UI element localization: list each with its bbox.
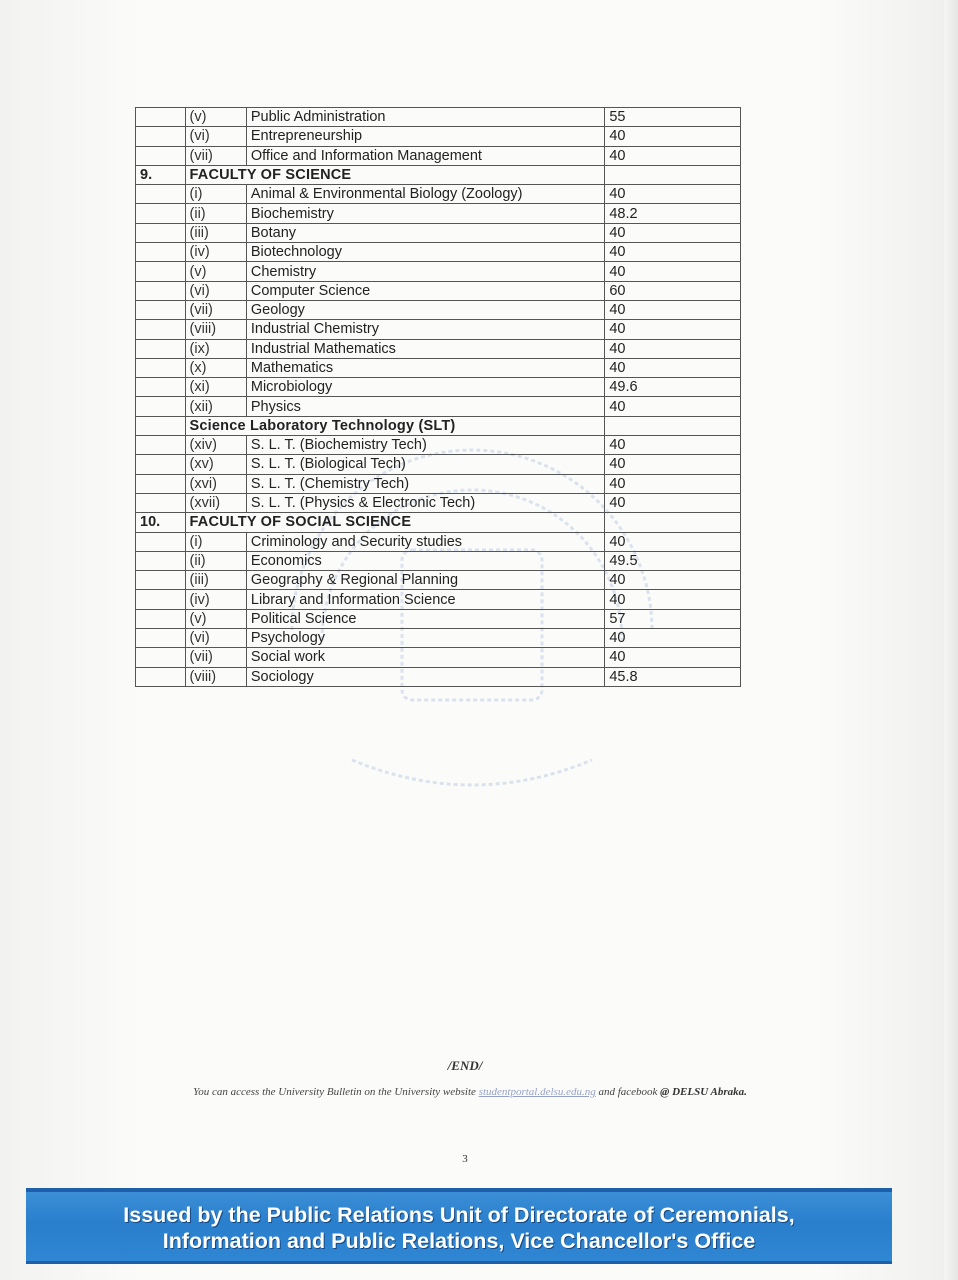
row-roman-numeral: (vii) <box>185 146 246 165</box>
row-course-name: S. L. T. (Physics & Electronic Tech) <box>246 493 604 512</box>
bulletin-note <box>150 1085 790 1100</box>
table-row <box>136 571 741 590</box>
row-number-cell <box>136 320 186 339</box>
table-row <box>136 300 741 319</box>
row-roman-numeral: (iv) <box>185 590 246 609</box>
table-row <box>136 667 741 686</box>
row-cutoff-score: 60 <box>605 281 741 300</box>
row-roman-numeral: (vi) <box>185 281 246 300</box>
row-roman-numeral: (xv) <box>185 455 246 474</box>
row-number-cell <box>136 590 186 609</box>
row-cutoff-score: 40 <box>605 127 741 146</box>
table-row <box>136 436 741 455</box>
row-course-name: Criminology and Security studies <box>246 532 604 551</box>
row-roman-numeral: (ix) <box>185 339 246 358</box>
cutoff-table-body <box>136 108 741 687</box>
row-roman-numeral: (iii) <box>185 571 246 590</box>
row-number-cell <box>136 262 186 281</box>
faculty-score-cell <box>605 513 741 532</box>
row-course-name: Industrial Chemistry <box>246 320 604 339</box>
row-number-cell <box>136 532 186 551</box>
row-cutoff-score: 40 <box>605 629 741 648</box>
row-number-cell <box>136 243 186 262</box>
row-cutoff-score: 40 <box>605 300 741 319</box>
row-cutoff-score: 40 <box>605 571 741 590</box>
row-roman-numeral: (v) <box>185 262 246 281</box>
row-roman-numeral: (i) <box>185 185 246 204</box>
table-row <box>136 609 741 628</box>
facebook-handle: @ DELSU Abraka. <box>660 1086 747 1098</box>
row-course-name: Biochemistry <box>246 204 604 223</box>
cutoff-marks-table <box>135 107 741 687</box>
table-row <box>136 127 741 146</box>
table-row <box>136 551 741 570</box>
row-cutoff-score: 40 <box>605 648 741 667</box>
end-mark: /END/ <box>447 1058 483 1073</box>
row-number-cell <box>136 474 186 493</box>
row-cutoff-score: 40 <box>605 339 741 358</box>
table-row <box>136 223 741 242</box>
issuer-banner-text <box>26 1202 892 1254</box>
row-course-name: S. L. T. (Biological Tech) <box>246 455 604 474</box>
table-row <box>136 358 741 377</box>
table-row <box>136 281 741 300</box>
row-cutoff-score: 40 <box>605 358 741 377</box>
row-course-name: Microbiology <box>246 378 604 397</box>
row-cutoff-score: 40 <box>605 397 741 416</box>
row-number-cell <box>136 436 186 455</box>
row-cutoff-score: 40 <box>605 493 741 512</box>
row-course-name: Botany <box>246 223 604 242</box>
row-course-name: Chemistry <box>246 262 604 281</box>
row-course-name: Physics <box>246 397 604 416</box>
row-number-cell <box>136 455 186 474</box>
faculty-score-cell <box>605 165 741 184</box>
row-roman-numeral: (vi) <box>185 127 246 146</box>
row-course-name: Animal & Environmental Biology (Zoology) <box>246 185 604 204</box>
row-cutoff-score: 40 <box>605 532 741 551</box>
row-course-name: Sociology <box>246 667 604 686</box>
banner-line-1: Issued by the Public Relations Unit of Directorate of Ceremonials, <box>123 1203 795 1227</box>
row-roman-numeral: (vii) <box>185 300 246 319</box>
row-number-cell <box>136 571 186 590</box>
row-cutoff-score: 57 <box>605 609 741 628</box>
table-row <box>136 262 741 281</box>
table-row <box>136 474 741 493</box>
row-cutoff-score: 40 <box>605 436 741 455</box>
row-cutoff-score: 49.5 <box>605 551 741 570</box>
row-cutoff-score: 40 <box>605 146 741 165</box>
row-number-cell <box>136 493 186 512</box>
row-cutoff-score: 45.8 <box>605 667 741 686</box>
row-number-cell <box>136 551 186 570</box>
faculty-heading-row <box>136 513 741 532</box>
row-roman-numeral: (iii) <box>185 223 246 242</box>
row-course-name: S. L. T. (Chemistry Tech) <box>246 474 604 493</box>
row-course-name: Geology <box>246 300 604 319</box>
university-website-link[interactable]: studentportal.delsu.edu.ng <box>478 1086 596 1098</box>
faculty-score-cell <box>605 416 741 435</box>
row-course-name: Geography & Regional Planning <box>246 571 604 590</box>
row-cutoff-score: 48.2 <box>605 204 741 223</box>
row-cutoff-score: 40 <box>605 223 741 242</box>
row-cutoff-score: 40 <box>605 590 741 609</box>
table-row <box>136 378 741 397</box>
row-number-cell <box>136 204 186 223</box>
row-number-cell <box>136 127 186 146</box>
faculty-number: 10. <box>136 513 186 532</box>
row-roman-numeral: (iv) <box>185 243 246 262</box>
faculty-heading-row <box>136 165 741 184</box>
row-roman-numeral: (v) <box>185 108 246 127</box>
table-row <box>136 629 741 648</box>
row-roman-numeral: (v) <box>185 609 246 628</box>
table-row <box>136 590 741 609</box>
row-roman-numeral: (x) <box>185 358 246 377</box>
row-course-name: Industrial Mathematics <box>246 339 604 358</box>
row-course-name: Mathematics <box>246 358 604 377</box>
table-row <box>136 185 741 204</box>
row-number-cell <box>136 223 186 242</box>
row-roman-numeral: (ii) <box>185 551 246 570</box>
row-roman-numeral: (xii) <box>185 397 246 416</box>
table-row <box>136 339 741 358</box>
row-course-name: Library and Information Science <box>246 590 604 609</box>
row-cutoff-score: 40 <box>605 320 741 339</box>
row-number-cell <box>136 629 186 648</box>
row-roman-numeral: (vi) <box>185 629 246 648</box>
row-cutoff-score: 40 <box>605 474 741 493</box>
row-course-name: Office and Information Management <box>246 146 604 165</box>
table-row <box>136 243 741 262</box>
row-cutoff-score: 49.6 <box>605 378 741 397</box>
table-row <box>136 204 741 223</box>
row-number-cell <box>136 185 186 204</box>
row-roman-numeral: (viii) <box>185 667 246 686</box>
page-edge-shadow <box>944 0 958 1280</box>
row-number-cell <box>136 667 186 686</box>
row-course-name: Biotechnology <box>246 243 604 262</box>
note-prefix: You can access the University Bulletin on the University website <box>193 1086 476 1098</box>
faculty-heading: FACULTY OF SOCIAL SCIENCE <box>185 513 605 532</box>
row-number-cell <box>136 108 186 127</box>
row-roman-numeral: (xiv) <box>185 436 246 455</box>
row-course-name: S. L. T. (Biochemistry Tech) <box>246 436 604 455</box>
banner-line-2: Information and Public Relations, Vice Chancellor's Office <box>162 1229 756 1253</box>
faculty-heading-row <box>136 416 741 435</box>
note-middle: and facebook <box>598 1086 658 1098</box>
row-number-cell <box>136 358 186 377</box>
row-number-cell <box>136 378 186 397</box>
table-row <box>136 493 741 512</box>
row-course-name: Political Science <box>246 609 604 628</box>
faculty-number <box>136 416 186 435</box>
row-number-cell <box>136 146 186 165</box>
table-row <box>136 532 741 551</box>
row-cutoff-score: 40 <box>605 262 741 281</box>
row-roman-numeral: (viii) <box>185 320 246 339</box>
row-number-cell <box>136 648 186 667</box>
row-cutoff-score: 40 <box>605 185 741 204</box>
row-course-name: Public Administration <box>246 108 604 127</box>
row-roman-numeral: (ii) <box>185 204 246 223</box>
row-cutoff-score: 40 <box>605 455 741 474</box>
row-roman-numeral: (i) <box>185 532 246 551</box>
row-roman-numeral: (xi) <box>185 378 246 397</box>
table-row <box>136 397 741 416</box>
table-row <box>136 648 741 667</box>
row-course-name: Entrepreneurship <box>246 127 604 146</box>
row-number-cell <box>136 397 186 416</box>
faculty-heading: Science Laboratory Technology (SLT) <box>185 416 605 435</box>
row-roman-numeral: (xvii) <box>185 493 246 512</box>
table-row <box>136 455 741 474</box>
row-number-cell <box>136 300 186 319</box>
table-row <box>136 320 741 339</box>
row-number-cell <box>136 281 186 300</box>
row-number-cell <box>136 609 186 628</box>
row-cutoff-score: 40 <box>605 243 741 262</box>
row-course-name: Computer Science <box>246 281 604 300</box>
page-number: 3 <box>462 1153 468 1165</box>
row-course-name: Social work <box>246 648 604 667</box>
row-course-name: Psychology <box>246 629 604 648</box>
faculty-number: 9. <box>136 165 186 184</box>
row-cutoff-score: 55 <box>605 108 741 127</box>
table-row <box>136 146 741 165</box>
row-roman-numeral: (vii) <box>185 648 246 667</box>
table-row <box>136 108 741 127</box>
row-course-name: Economics <box>246 551 604 570</box>
faculty-heading: FACULTY OF SCIENCE <box>185 165 605 184</box>
row-roman-numeral: (xvi) <box>185 474 246 493</box>
row-number-cell <box>136 339 186 358</box>
